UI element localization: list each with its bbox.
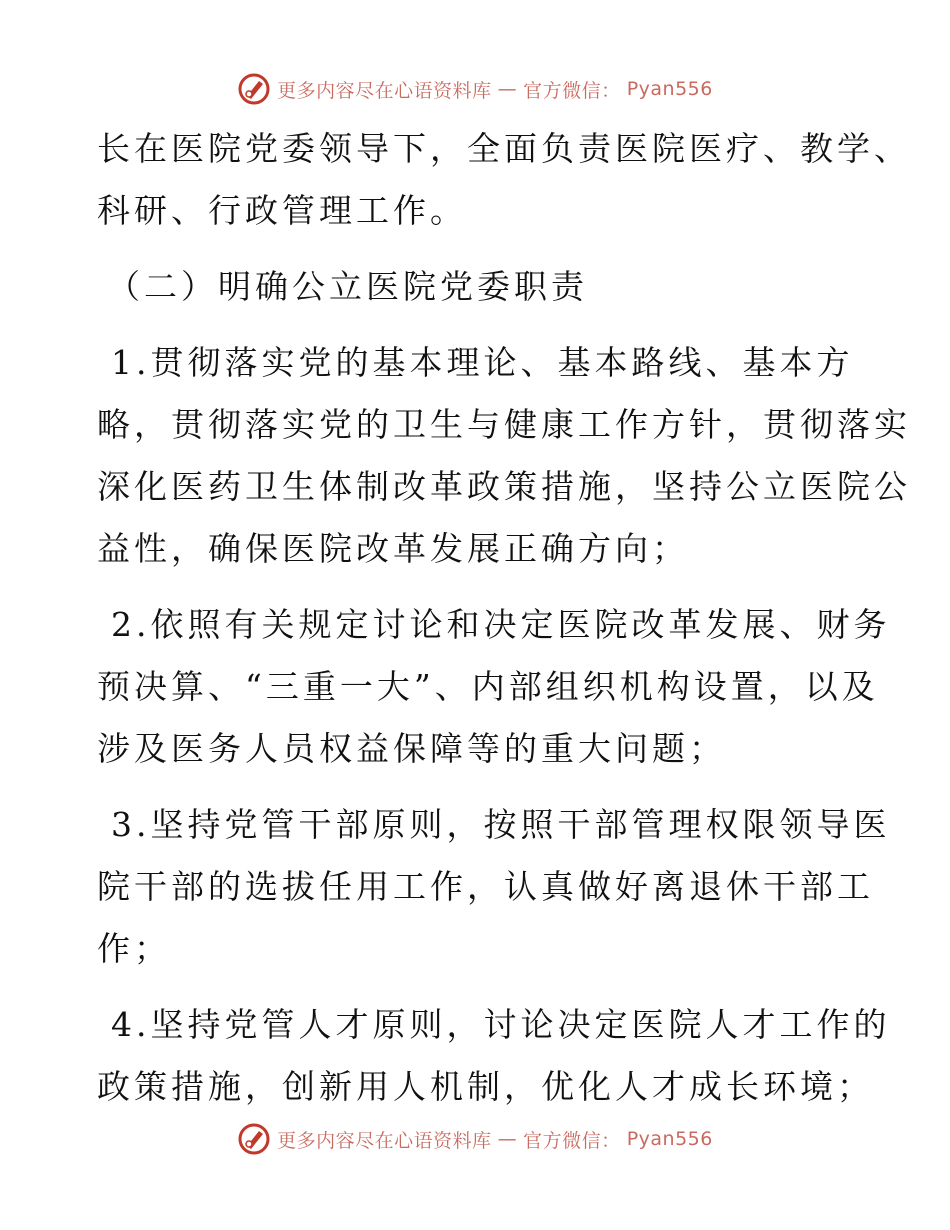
watermark-dash: — [497,78,518,100]
watermark-wechat-id: Pyan556 [626,1128,713,1150]
text-line: 作； [97,929,171,968]
paragraph-item-4 [97,994,891,1118]
text-line: 1.贯彻落实党的基本理论、基本路线、基本方 [111,343,854,382]
text-line: 院干部的选拔任用工作，认真做好离退休干部工 [97,867,874,906]
paragraph-item-3 [97,794,891,980]
text-line: 略，贯彻落实党的卫生与健康工作方针，贯彻落实 [97,405,911,444]
watermark-main-text: 更多内容尽在心语资料库 [277,1129,492,1152]
text-line: 涉及医务人员权益保障等的重大问题； [97,729,726,768]
pen-logo-icon [237,72,271,106]
paragraph-item-1 [97,332,911,580]
text-line: 政策措施，创新用人机制，优化人才成长环境； [97,1067,874,1106]
paragraph-continuation [97,118,911,242]
watermark-wechat-label: 官方微信： [523,1129,621,1152]
text-line: 4.坚持党管人才原则，讨论决定医院人才工作的 [111,1005,891,1044]
section-heading [97,256,857,318]
text-line: 益性，确保医院改革发展正确方向； [97,529,689,568]
pen-logo-icon [237,1122,271,1156]
watermark-wechat-id: Pyan556 [626,78,713,100]
document-body [97,118,911,1118]
text-line: 长在医院党委领导下，全面负责医院医疗、教学、 [97,129,911,168]
paragraph-item-2 [97,594,891,780]
watermark-header [0,72,950,106]
text-line: 3.坚持党管干部原则，按照干部管理权限领导医 [111,805,891,844]
watermark-footer [0,1122,950,1156]
heading-line: （二）明确公立医院党委职责 [107,267,588,306]
watermark-main-text: 更多内容尽在心语资料库 [277,79,492,102]
watermark-dash: — [497,1128,518,1150]
text-line: 深化医药卫生体制改革政策措施，坚持公立医院公 [97,467,911,506]
text-line: 科研、行政管理工作。 [97,191,467,230]
watermark-wechat-label: 官方微信： [523,79,621,102]
text-line: 2.依照有关规定讨论和决定医院改革发展、财务 [111,605,891,644]
text-line: 预决算、“三重一大”、内部组织机构设置，以及 [97,667,879,706]
